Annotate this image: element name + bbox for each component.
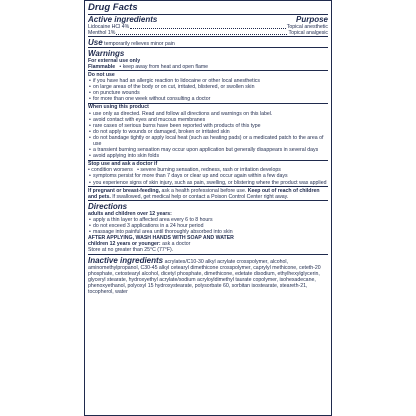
pregnancy-section bbox=[88, 187, 328, 200]
flammable-label: Flammable bbox=[88, 63, 116, 70]
children-heading: children 12 years or younger: bbox=[88, 241, 161, 248]
wash-hands-text: AFTER APPLYING, WASH HANDS WITH SOAP AND WATER bbox=[88, 235, 234, 242]
dot-leader bbox=[130, 24, 286, 29]
storage-text: Store at no greater than 25°C (77°F). bbox=[88, 247, 174, 254]
list-item: • you experience signs of skin injury, such as pain, swelling, or blistering where the product was applied bbox=[88, 180, 328, 186]
children-text: ask a doctor bbox=[162, 241, 191, 248]
list-item: • do not apply to wounds or damaged, broken or irritated skin bbox=[88, 129, 328, 135]
stop-use-heading: Stop use and ask a doctor if bbox=[88, 161, 158, 168]
list-item: • symptoms persist for more than 7 days or clear up and occur again within a few days bbox=[88, 173, 328, 179]
list-item: • on puncture wounds bbox=[88, 90, 328, 96]
when-using-section bbox=[88, 104, 328, 160]
keep-out-text: If swallowed, get medical help or contact a Poison Control Center right away. bbox=[112, 193, 289, 200]
dot-leader bbox=[116, 30, 287, 35]
list-item: • for more than one week without consulting a doctor bbox=[88, 96, 328, 102]
inactive-text: acrylates/C10-30 alkyl acrylate crosspolymer, alcohol, aminomethylpropanol, C30-45 alkyl cetearyl dimethicone crosspolymer, caprylyl methicone, ceteth-20 phosphate, cetostearyl alcohol, dicetyl phosphate, dimethicone, edetate disodium, ethylhexylglycerin, glyceryl stearate, hydroxyethyl acrylate/sodium acryloyldimethyl taurate copolymer, isohexadecane, phenoxyethanol, polyoxyl 15 hydroxystearate, polysorbate 60, sorbitan isostearate, steareth-21, tocopherol, water bbox=[88, 258, 321, 295]
when-using-heading: When using this product bbox=[88, 104, 149, 111]
use-text: temporarily relieves minor pain bbox=[104, 40, 175, 47]
list-item: • massage into painful area until thoroughly absorbed into skin bbox=[88, 229, 328, 235]
drug-facts-title: Drug Facts bbox=[88, 2, 138, 13]
list-item: • if you have had an allergic reaction to lidocaine or other local anesthetics bbox=[88, 78, 328, 84]
list-item: • avoid contact with eyes and mucous membranes bbox=[88, 117, 328, 123]
ingredient-name: Lidocaine HCl 4% bbox=[88, 24, 130, 30]
flammable-row: Flammable • keep away from heat and open flame bbox=[88, 63, 209, 70]
pregnant-text: ask a health professional before use. bbox=[161, 187, 247, 194]
inactive-heading: Inactive ingredients bbox=[88, 255, 164, 265]
stop-item: condition worsens bbox=[91, 167, 133, 174]
stop-row: • condition worsens • severe burning sensation, redness, rash or irritation develops bbox=[88, 167, 281, 174]
active-header-row bbox=[88, 15, 328, 24]
ingredient-name: Menthol 1% bbox=[88, 30, 116, 37]
do-not-use-section bbox=[88, 71, 328, 102]
purpose-heading: Purpose bbox=[295, 15, 328, 24]
flammable-text: keep away from heat and open flame bbox=[122, 63, 209, 70]
list-item: • do not exceed 3 applications in a 24 hour period bbox=[88, 223, 328, 229]
active-ingredients-heading: Active ingredients bbox=[88, 15, 158, 24]
ingredient-purpose: Topical anesthetic bbox=[286, 24, 328, 30]
list-item: • rare cases of serious burns have been reported with products of this type bbox=[88, 123, 328, 129]
directions-section bbox=[88, 201, 328, 254]
pregnant-bold: If pregnant or breast-feeding, bbox=[88, 187, 161, 194]
inactive-section bbox=[88, 255, 328, 296]
list-item: • do not bandage tightly or apply local heat (such as heating pads) or a medicated patch to the area of use bbox=[88, 135, 328, 147]
list-item: • avoid applying into skin folds bbox=[88, 153, 328, 159]
drug-facts-panel bbox=[84, 0, 332, 416]
stop-use-section bbox=[88, 161, 328, 186]
adults-heading: adults and children over 12 years: bbox=[88, 210, 172, 217]
external-use-text: For external use only bbox=[88, 57, 141, 64]
stop-item: severe burning sensation, redness, rash or irritation develops bbox=[140, 167, 281, 174]
use-heading: Use bbox=[88, 37, 103, 47]
warnings-heading: Warnings bbox=[88, 48, 125, 58]
directions-heading: Directions bbox=[88, 201, 128, 211]
list-item: • a transient burning sensation may occur upon application but generally disappears in several days bbox=[88, 147, 328, 153]
keep-out-bold: Keep out of reach of children and pets. bbox=[88, 187, 320, 200]
ingredient-purpose: Topical analgesic bbox=[288, 30, 328, 37]
warnings-section bbox=[88, 48, 328, 70]
do-not-use-heading: Do not use bbox=[88, 71, 115, 78]
use-section bbox=[88, 37, 328, 47]
list-item: • apply a thin layer to affected area every 6 to 8 hours bbox=[88, 217, 328, 223]
list-item: • use only as directed. Read and follow all directions and warnings on this label. bbox=[88, 111, 328, 117]
list-item: • on large areas of the body or on cut, irritated, blistered, or swollen skin bbox=[88, 84, 328, 90]
